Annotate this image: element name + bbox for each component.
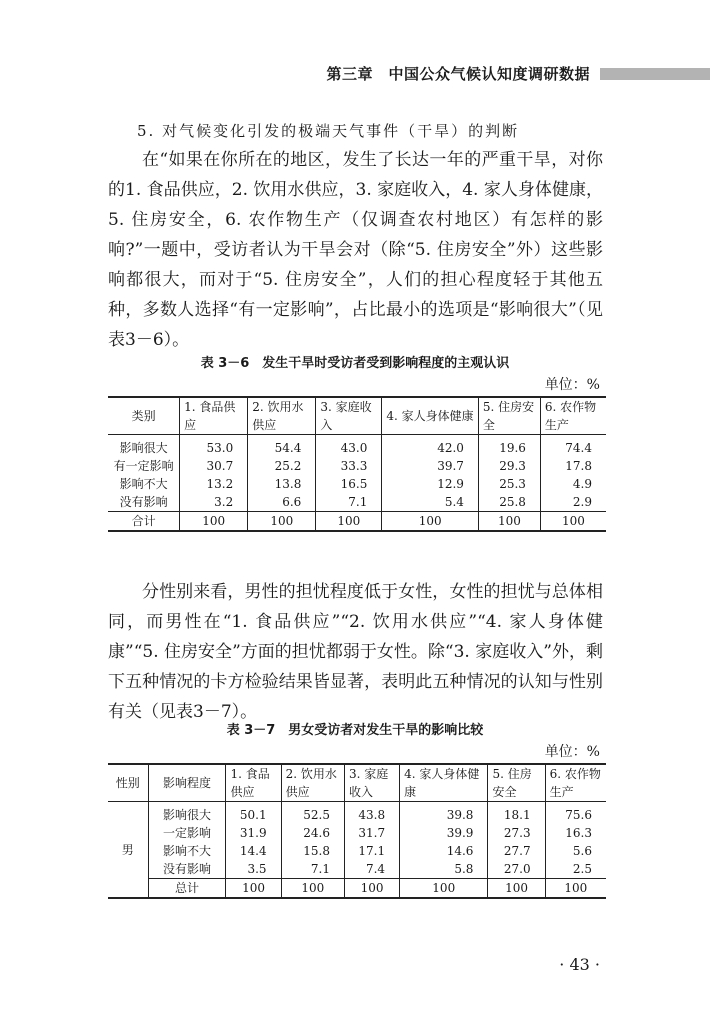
- table-cell: 100: [488, 879, 545, 899]
- page-number: · 43 ·: [559, 955, 600, 974]
- gender-cell: 男: [108, 802, 148, 899]
- table-cell: 100: [478, 512, 540, 532]
- table-header-row: [108, 397, 606, 435]
- table-cell: 14.4: [226, 842, 281, 860]
- table-2-unit: 单位：%: [544, 744, 600, 760]
- header-cell: 6. 农作物生产: [545, 764, 606, 802]
- table-cell: 2.5: [545, 860, 606, 879]
- row-label: 影响不大: [119, 477, 168, 491]
- table-cell: 16.5: [316, 475, 382, 493]
- table-cell: 42.0: [382, 435, 479, 458]
- table-cell: 39.8: [400, 802, 488, 825]
- table-1: [108, 396, 606, 532]
- table-cell: 31.7: [344, 824, 399, 842]
- row-label: 有一定影响: [113, 459, 174, 473]
- table-header-row: [108, 764, 606, 802]
- table-row: [108, 457, 606, 475]
- table-cell: 19.6: [478, 435, 540, 458]
- row-label: 影响很大: [119, 441, 168, 455]
- table-cell: 74.4: [540, 435, 606, 458]
- header-cell: 6. 农作物生产: [540, 397, 606, 435]
- table-row: [108, 475, 606, 493]
- header-cell: 3. 家庭收入: [344, 764, 399, 802]
- table-row: [108, 824, 606, 842]
- header-cell: 2. 饮用水供应: [248, 397, 316, 435]
- table-row: [108, 435, 606, 458]
- table-cell: 4.9: [540, 475, 606, 493]
- table-cell: 100: [540, 512, 606, 532]
- table-2-caption: 表 3－7 男女受访者对发生干旱的影响比较: [226, 723, 484, 738]
- table-row: [108, 802, 606, 825]
- table-cell: 50.1: [226, 802, 281, 825]
- table-cell: 2.9: [540, 493, 606, 512]
- table-cell: 16.3: [545, 824, 606, 842]
- table-cell: 39.9: [400, 824, 488, 842]
- table-cell: 52.5: [281, 802, 344, 825]
- header-cell: 性别: [108, 764, 148, 802]
- header-cell: 4. 家人身体健康: [382, 397, 479, 435]
- table-cell: 27.7: [488, 842, 545, 860]
- table-cell: 7.1: [316, 493, 382, 512]
- header-cell: 影响程度: [148, 764, 226, 802]
- table-cell: 100: [400, 879, 488, 899]
- table-cell: 25.8: [478, 493, 540, 512]
- table-cell: 33.3: [316, 457, 382, 475]
- header-cell: 5. 住房安全: [478, 397, 540, 435]
- table-cell: 25.3: [478, 475, 540, 493]
- header-cell: 类别: [108, 397, 180, 435]
- paragraph-1: 在“如果在你所在的地区，发生了长达一年的严重干旱，对你的1. 食品供应，2. 饮用水供应，3. 家庭收入，4. 家人身体健康，5. 住房安全，6. 农作物生产（仅调查农村地区）有怎样的影响?”一题中，受访者认为干旱会对（除“5. 住房安全”外）这些影响都很大，而对于“5. 住房安全”，人们的担心程度轻于其他五种，多数人选择“有一定影响”，占比最小的选项是“影响很大”（见表3－6）。: [108, 150, 603, 350]
- table-cell: 17.8: [540, 457, 606, 475]
- table-cell: 29.3: [478, 457, 540, 475]
- header-cell: 2. 饮用水供应: [281, 764, 344, 802]
- table-cell: 100: [344, 879, 399, 899]
- row-label: 没有影响: [148, 860, 226, 879]
- table-cell: 5.8: [400, 860, 488, 879]
- table-cell: 39.7: [382, 457, 479, 475]
- table-cell: 15.8: [281, 842, 344, 860]
- table-cell: 75.6: [545, 802, 606, 825]
- table-cell: 43.0: [316, 435, 382, 458]
- table-cell: 100: [281, 879, 344, 899]
- table-cell: 7.4: [344, 860, 399, 879]
- table-cell: 3.5: [226, 860, 281, 879]
- table-row: [108, 493, 606, 512]
- row-label: 总计: [148, 879, 226, 899]
- table-1-caption: 表 3－6 发生干旱时受访者受到影响程度的主观认识: [200, 356, 510, 371]
- table-cell: 5.4: [382, 493, 479, 512]
- section-heading: 5. 对气候变化引发的极端天气事件（干旱）的判断: [137, 122, 520, 140]
- header-decoration-bar: [600, 68, 710, 80]
- table-cell: 27.3: [488, 824, 545, 842]
- table-cell: 100: [545, 879, 606, 899]
- header-cell: 4. 家人身体健康: [400, 764, 488, 802]
- table-cell: 6.6: [248, 493, 316, 512]
- chapter-title: 第三章 中国公众气候认知度调研数据: [326, 65, 590, 83]
- table-cell: 30.7: [180, 457, 248, 475]
- table-cell: 43.8: [344, 802, 399, 825]
- table-cell: 17.1: [344, 842, 399, 860]
- table-cell: 12.9: [382, 475, 479, 493]
- table-total-row: [108, 879, 606, 899]
- row-label: 一定影响: [148, 824, 226, 842]
- table-cell: 100: [316, 512, 382, 532]
- table-cell: 27.0: [488, 860, 545, 879]
- header-cell: 1. 食品供应: [180, 397, 248, 435]
- table-cell: 25.2: [248, 457, 316, 475]
- table-cell: 5.6: [545, 842, 606, 860]
- table-2: [108, 763, 606, 899]
- table-row: [108, 842, 606, 860]
- table-cell: 100: [226, 879, 281, 899]
- table-cell: 100: [180, 512, 248, 532]
- table-cell: 100: [248, 512, 316, 532]
- table-cell: 100: [382, 512, 479, 532]
- table-cell: 13.2: [180, 475, 248, 493]
- running-header: [0, 62, 710, 86]
- table-1-unit: 单位：%: [544, 377, 600, 393]
- header-cell: 3. 家庭收入: [316, 397, 382, 435]
- table-row: [108, 860, 606, 879]
- table-cell: 18.1: [488, 802, 545, 825]
- table-total-row: [108, 512, 606, 532]
- header-cell: 5. 住房安全: [488, 764, 545, 802]
- table-cell: 7.1: [281, 860, 344, 879]
- table-cell: 14.6: [400, 842, 488, 860]
- row-label: 合计: [108, 512, 180, 532]
- table-cell: 3.2: [180, 493, 248, 512]
- paragraph-2: 分性别来看，男性的担忧程度低于女性，女性的担忧与总体相同，而男性在“1. 食品供应”“2. 饮用水供应”“4. 家人身体健康”“5. 住房安全”方面的担忧都弱于女性。除“3. 家庭收入”外，剩下五种情况的卡方检验结果皆显著，表明此五种情况的认知与性别有关（见表3－7）。: [108, 582, 603, 722]
- table-cell: 31.9: [226, 824, 281, 842]
- row-label: 影响很大: [148, 802, 226, 825]
- table-cell: 24.6: [281, 824, 344, 842]
- table-cell: 53.0: [180, 435, 248, 458]
- row-label: 影响不大: [148, 842, 226, 860]
- table-cell: 13.8: [248, 475, 316, 493]
- header-cell: 1. 食品供应: [226, 764, 281, 802]
- row-label: 没有影响: [119, 495, 168, 509]
- table-cell: 54.4: [248, 435, 316, 458]
